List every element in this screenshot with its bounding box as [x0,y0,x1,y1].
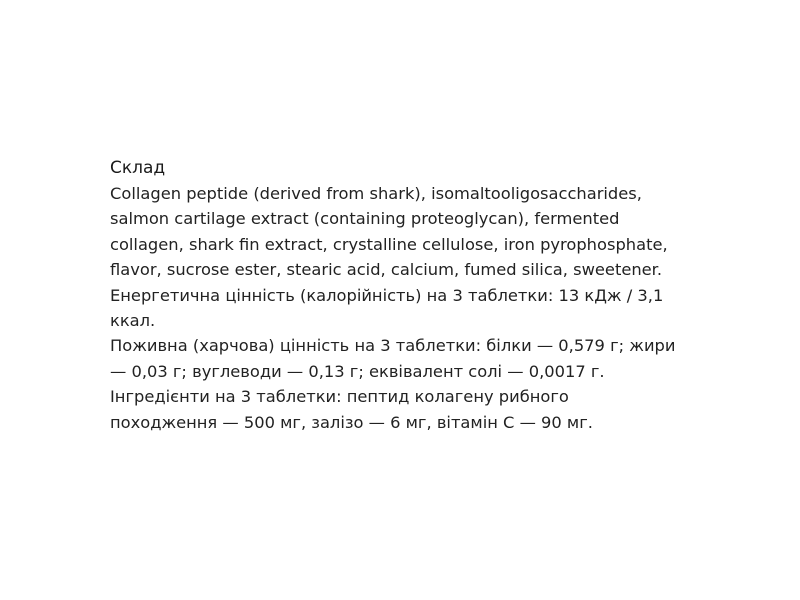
text-line: flavor, sucrose ester, stearic acid, calcium, fumed silica, sweetener. [110,260,663,280]
text-line: collagen, shark fin extract, crystalline cellulose, iron pyrophosphate, [110,234,668,254]
composition-section [110,156,710,435]
text-line: походження — 500 мг, залізо — 6 мг, вітамін С — 90 мг. [110,412,593,432]
text-line: Енергетична цінність (калорійність) на 3 таблетки: 13 кДж / 3,1 [110,285,664,305]
text-line: — 0,03 г; вуглеводи — 0,13 г; еквівалент солі — 0,0017 г. [110,361,605,381]
text-line: Поживна (харчова) цінність на 3 таблетки: білки — 0,579 г; жири [110,336,676,356]
composition-text [110,181,710,435]
text-line: Collagen peptide (derived from shark), isomaltooligosaccharides, [110,184,642,203]
text-line: ккал. [110,310,156,330]
text-line: salmon cartilage extract (containing proteoglycan), fermented [110,209,620,229]
text-line: Інгредієнти на 3 таблетки: пептид колагену рибного [110,387,569,407]
section-heading: Склад [110,158,166,178]
